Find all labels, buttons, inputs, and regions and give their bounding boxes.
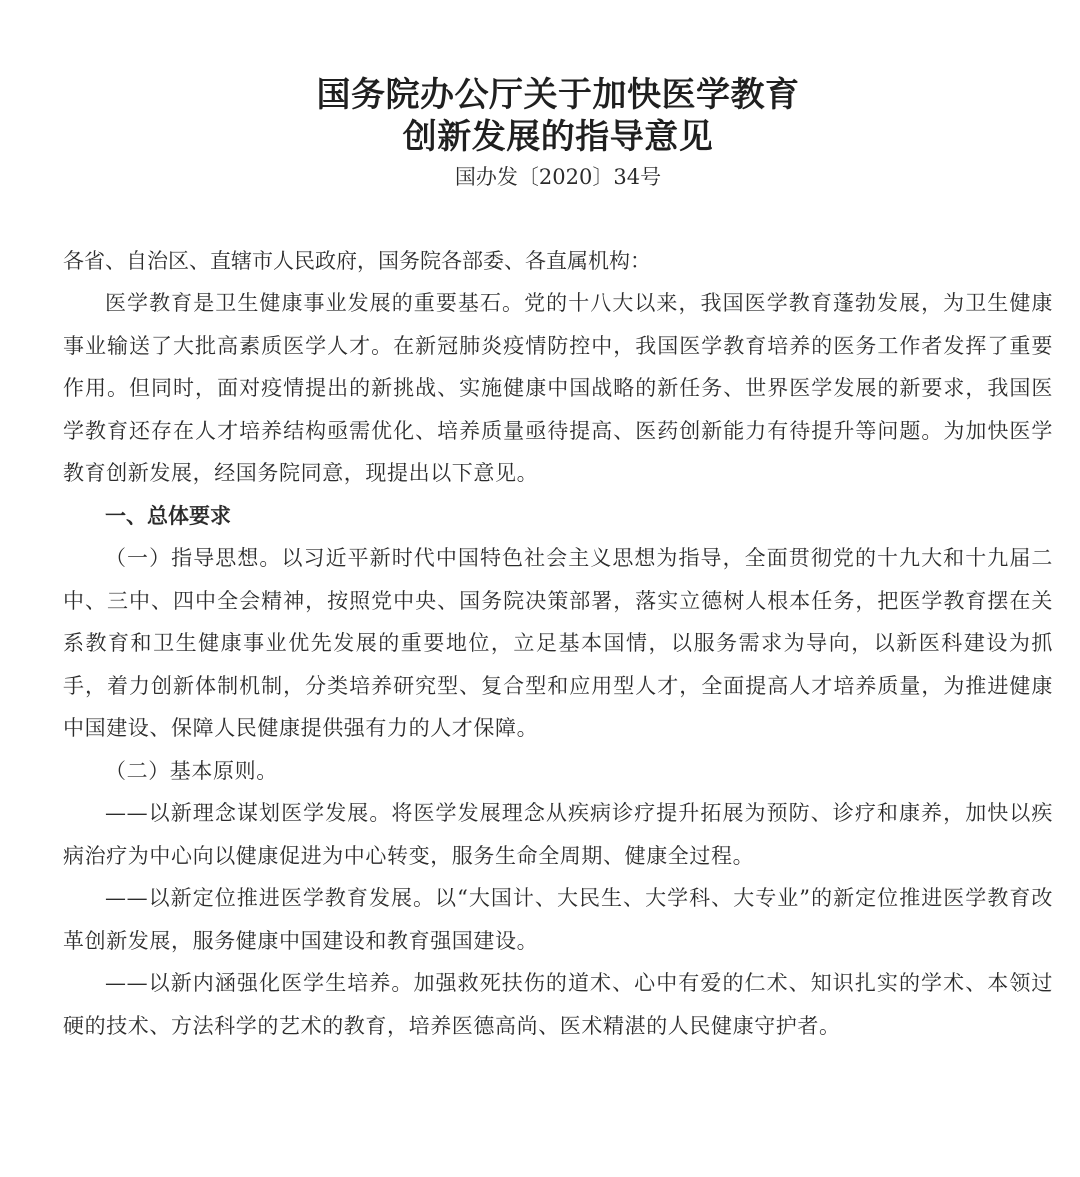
principle-paragraph-1: ——以新理念谋划医学发展。将医学发展理念从疾病诊疗提升拓展为预防、诊疗和康养，加快以疾病治疗为中心向以健康促进为中心转变，服务生命全周期、健康全过程。 <box>63 801 1053 868</box>
principle-paragraph-2: ——以新定位推进医学教育发展。以“大国计、大民生、大学科、大专业”的新定位推进医学教育改革创新发展，服务健康中国建设和教育强国建设。 <box>63 886 1053 953</box>
title-line-2: 创新发展的指导意见 <box>402 117 714 157</box>
document-title <box>63 74 1053 158</box>
guiding-thought-paragraph: （一）指导思想。以习近平新时代中国特色社会主义思想为指导，全面贯彻党的十九大和十九届二中、三中、四中全会精神，按照党中央、国务院决策部署，落实立德树人根本任务，把医学教育摆在关系教育和卫生健康事业优先发展的重要地位，立足基本国情，以服务需求为导向，以新医科建设为抓手，着力创新体制机制，分类培养研究型、复合型和应用型人才，全面提高人才培养质量，为推进健康中国建设、保障人民健康提供强有力的人才保障。 <box>63 546 1053 740</box>
addressee: 各省、自治区、直辖市人民政府，国务院各部委、各直属机构： <box>63 249 651 273</box>
section-heading-general-requirements: 一、总体要求 <box>105 503 231 528</box>
principle-paragraph-3: ——以新内涵强化医学生培养。加强救死扶伤的道术、心中有爱的仁术、知识扎实的学术、本领过硬的技术、方法科学的艺术的教育，培养医德高尚、医术精湛的人民健康守护者。 <box>63 971 1053 1038</box>
document-number: 国办发〔2020〕34号 <box>454 165 662 189</box>
document <box>63 74 1053 1047</box>
basic-principles-heading: （二）基本原则。 <box>105 758 278 783</box>
title-line-1: 国务院办公厅关于加快医学教育 <box>316 75 800 115</box>
intro-paragraph: 医学教育是卫生健康事业发展的重要基石。党的十八大以来，我国医学教育蓬勃发展，为卫生健康事业输送了大批高素质医学人才。在新冠肺炎疫情防控中，我国医学教育培养的医务工作者发挥了重要作用。但同时，面对疫情提出的新挑战、实施健康中国战略的新任务、世界医学发展的新要求，我国医学教育还存在人才培养结构亟需优化、培养质量亟待提高、医药创新能力有待提升等问题。为加快医学教育创新发展，经国务院同意，现提出以下意见。 <box>63 291 1053 485</box>
